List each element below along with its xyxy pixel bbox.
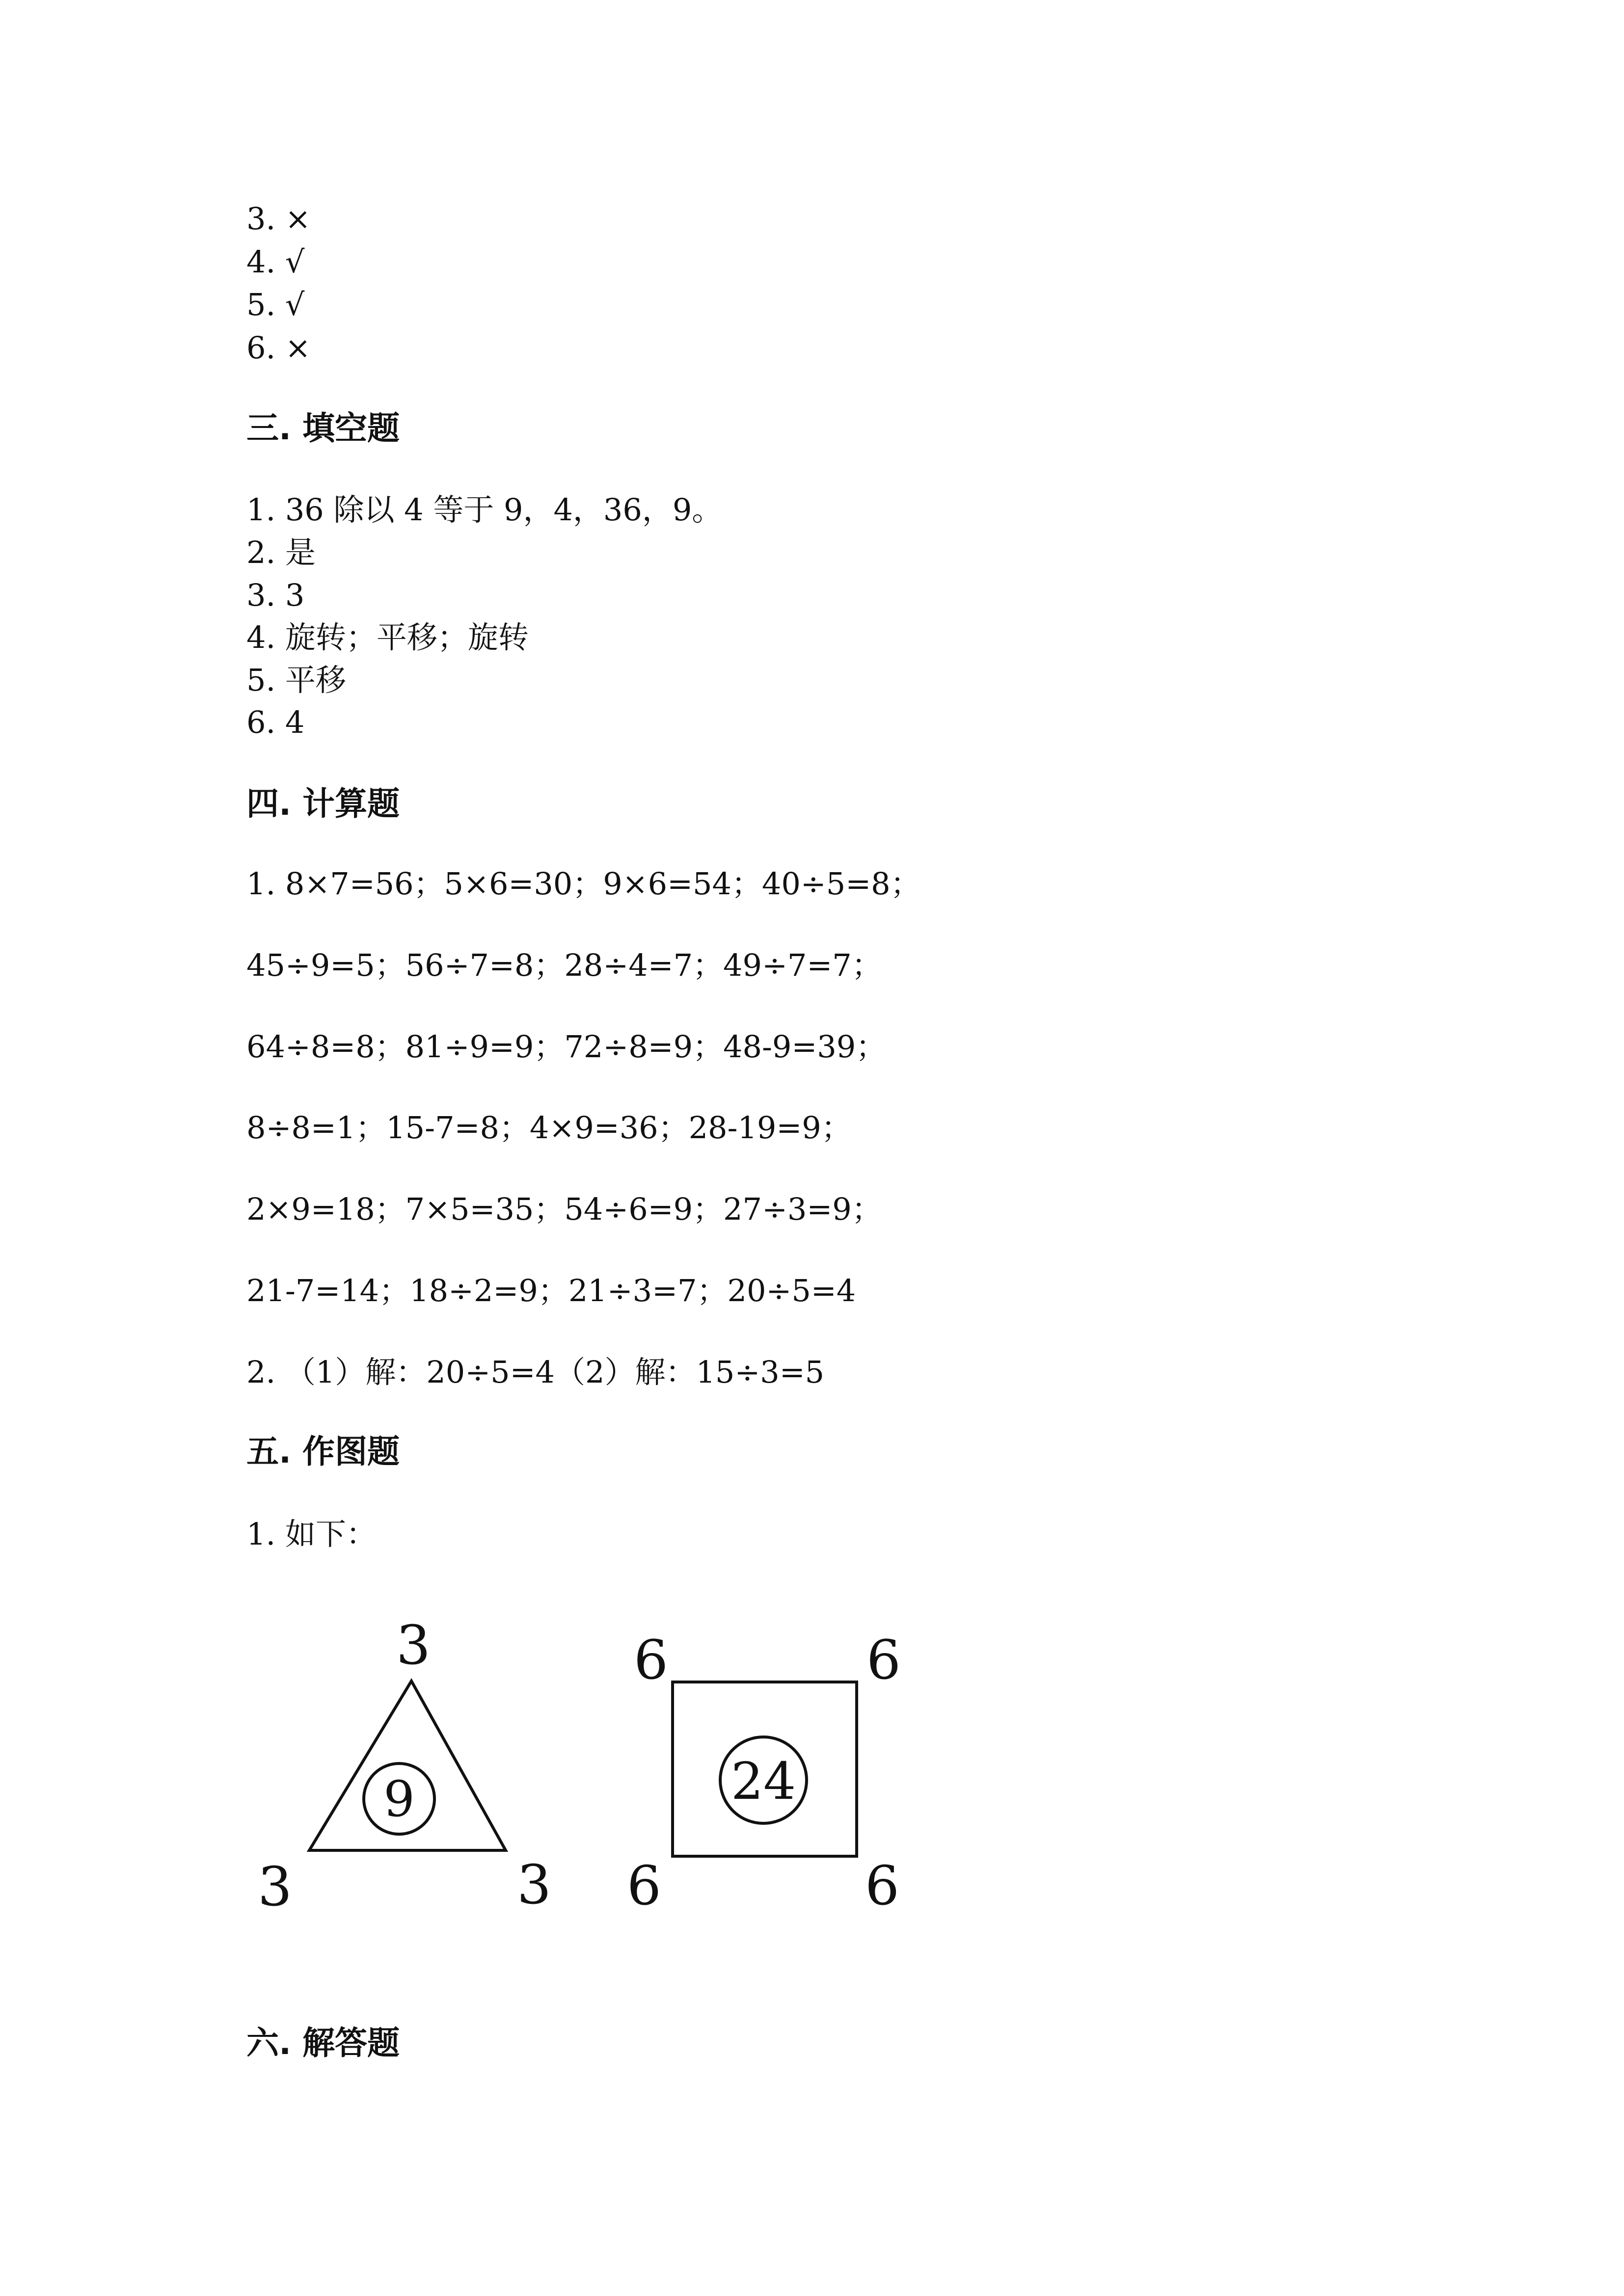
calc-answer-2: 2. （1）解：20÷5=4（2）解：15÷3=5: [246, 1354, 825, 1390]
calc-answer-line-2: 45÷9=5；56÷7=8；28÷4=7；49÷7=7；: [246, 947, 882, 983]
judge-answer-3: 3. ×: [246, 201, 311, 237]
fill-answer-2: 2. 是: [246, 534, 316, 570]
triangle-bottom-right-number: 3: [517, 1853, 551, 1916]
triangle-bottom-left-number: 3: [258, 1855, 292, 1918]
drawing-figure: [245, 1600, 933, 1944]
square-bottom-left-number: 6: [627, 1854, 661, 1917]
drawing-figure-svg: [245, 1600, 933, 1944]
judge-answer-6: 6. ×: [246, 330, 311, 366]
calc-answer-line-4: 8÷8=1；15-7=8；4×9=36；28-19=9；: [246, 1110, 852, 1146]
fill-section-heading: 三. 填空题: [246, 409, 400, 447]
square-center-number: 24: [731, 1751, 796, 1811]
square-top-right-number: 6: [866, 1629, 901, 1691]
calc-answer-line-6: 21-7=14；18÷2=9；21÷3=7；20÷5=4: [246, 1273, 856, 1308]
calc-answer-line-5: 2×9=18；7×5=35；54÷6=9；27÷3=9；: [246, 1191, 882, 1227]
fill-answer-6: 6. 4: [246, 704, 305, 740]
fill-answer-1: 1. 36 除以 4 等于 9，4，36，9。: [246, 492, 723, 528]
triangle-top-number: 3: [396, 1614, 431, 1677]
calc-answer-line-3: 64÷8=8；81÷9=9；72÷8=9；48-9=39；: [246, 1029, 887, 1065]
triangle-center-number: 9: [383, 1770, 415, 1828]
answer-section-heading: 六. 解答题: [246, 2024, 400, 2062]
calc-answer-line-1: 1. 8×7=56；5×6=30；9×6=54；40÷5=8；: [246, 866, 921, 902]
fill-answer-4: 4. 旋转；平移；旋转: [246, 619, 529, 655]
square-bottom-right-number: 6: [865, 1854, 899, 1917]
judge-answer-4: 4. √: [246, 244, 305, 280]
fill-answer-5: 5. 平移: [246, 662, 346, 698]
square-top-left-number: 6: [634, 1629, 668, 1691]
draw-section-heading: 五. 作图题: [246, 1433, 400, 1470]
judge-answer-5: 5. √: [246, 287, 305, 322]
draw-answer-intro: 1. 如下：: [246, 1516, 377, 1552]
calc-section-heading: 四. 计算题: [246, 785, 400, 823]
fill-answer-3: 3. 3: [246, 577, 305, 613]
